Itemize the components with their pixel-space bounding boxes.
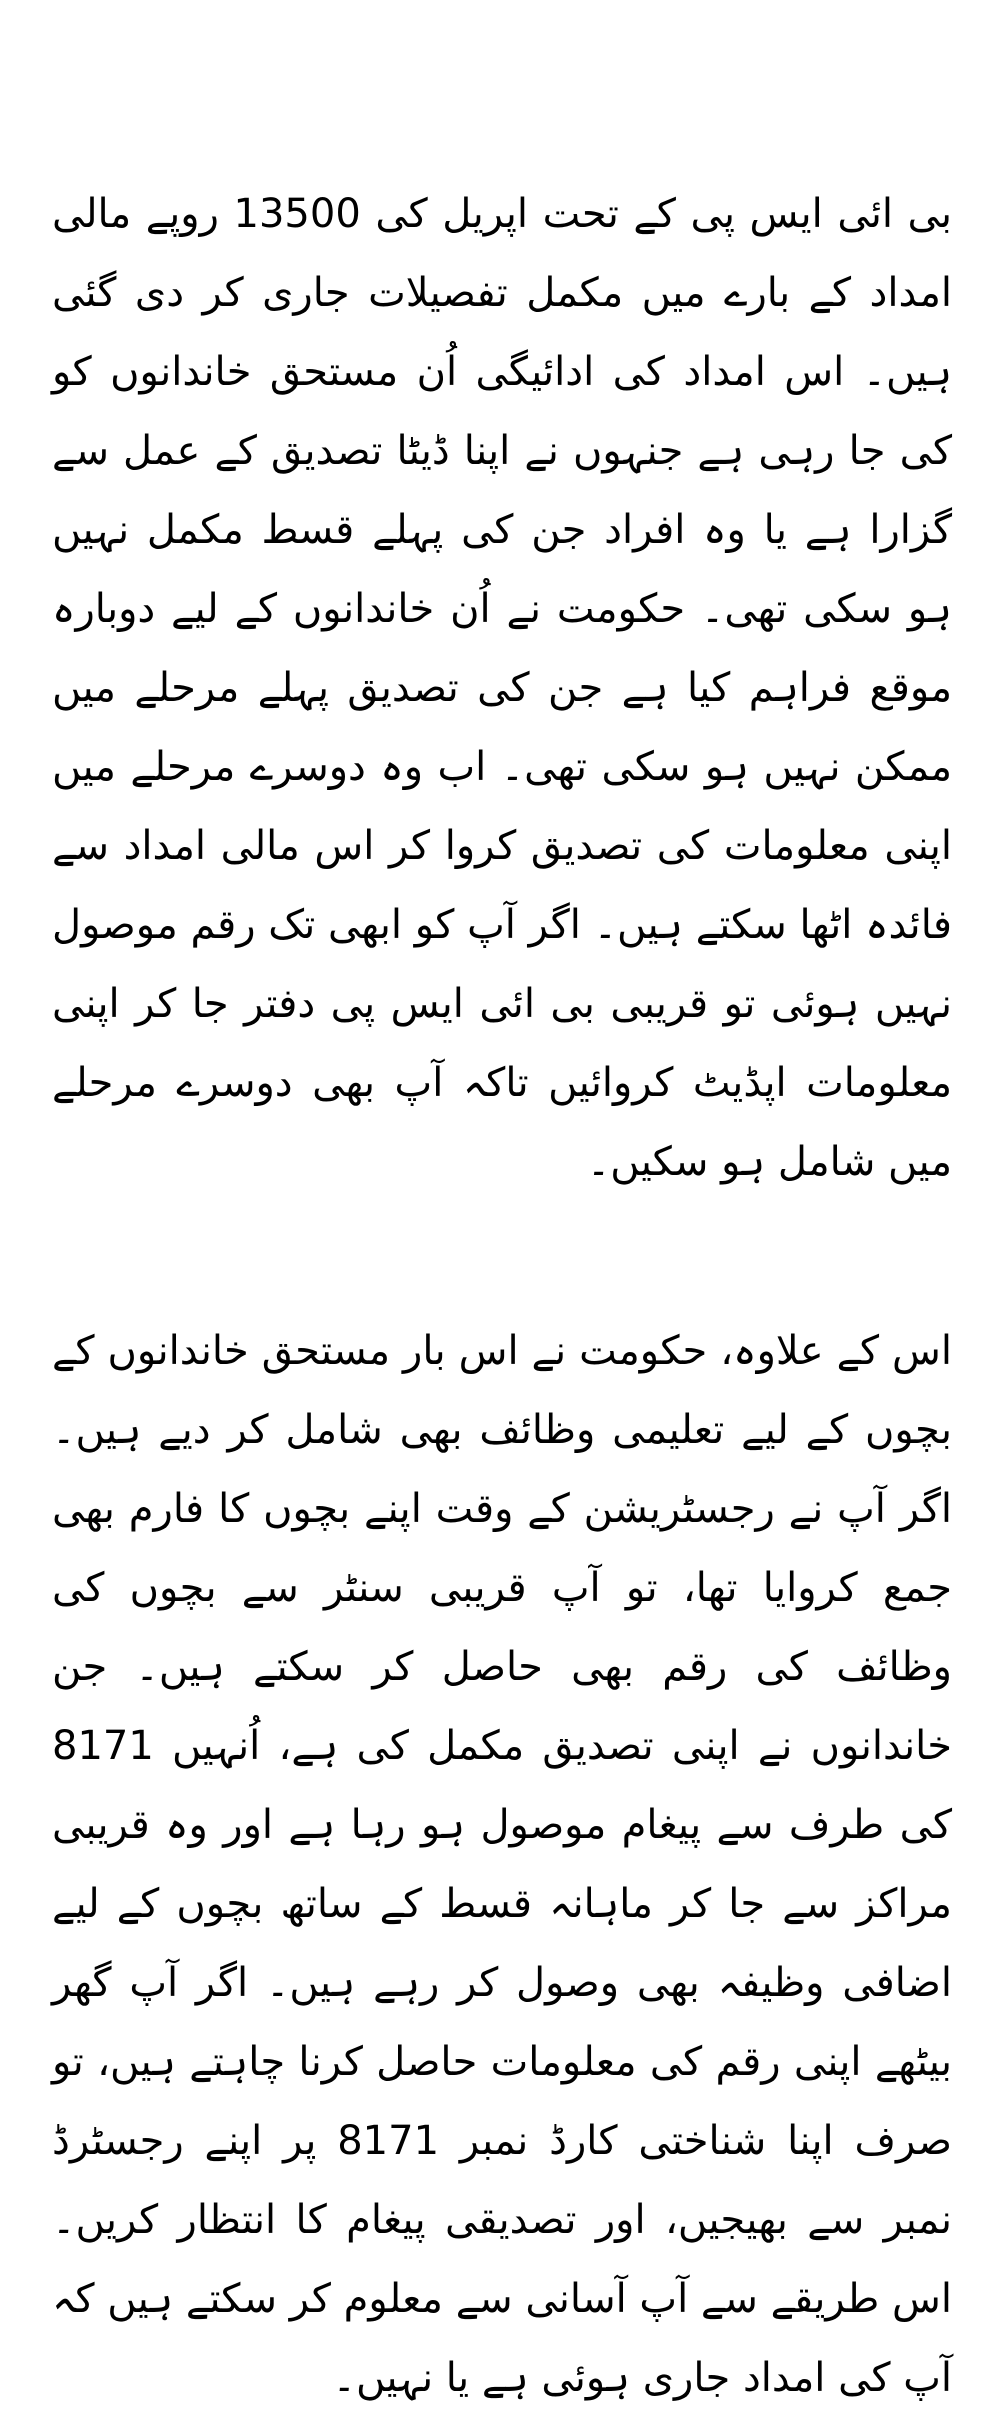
article-body	[52, 175, 952, 2418]
paragraph-april-payment: بی ائی ایس پی کے تحت اپریل کی 13500 روپے مالی امداد کے بارے میں مکمل تفصیلات جاری کر دی گئی ہیں۔ اس امداد کی ادائیگی اُن مستحق خاندانوں کو کی جا رہی ہے جنہوں نے اپنا ڈیٹا تصدیق کے عمل سے گزارا ہے یا وہ افراد جن کی پہلے قسط مکمل نہیں ہو سکی تھی۔ حکومت نے اُن خاندانوں کے لیے دوبارہ موقع فراہم کیا ہے جن کی تصدیق پہلے مرحلے میں ممکن نہیں ہو سکی تھی۔ اب وہ دوسرے مرحلے میں اپنی معلومات کی تصدیق کروا کر اس مالی امداد سے فائدہ اٹھا سکتے ہیں۔ اگر آپ کو ابھی تک رقم موصول نہیں ہوئی تو قریبی بی ائی ایس پی دفتر جا کر اپنی معلومات اپڈیٹ کروائیں تاکہ آپ بھی دوسرے مرحلے میں شامل ہو سکیں۔	[52, 191, 953, 1185]
paragraph-education-stipend: اس کے علاوہ، حکومت نے اس بار مستحق خاندانوں کے بچوں کے لیے تعلیمی وظائف بھی شامل کر دیے ہیں۔ اگر آپ نے رجسٹریشن کے وقت اپنے بچوں کا فارم بھی جمع کروایا تھا، تو آپ قریبی سنٹر سے بچوں کی وظائف کی رقم بھی حاصل کر سکتے ہیں۔ جن خاندانوں نے اپنی تصدیق مکمل کی ہے، اُنہیں 8171 کی طرف سے پیغام موصول ہو رہا ہے اور وہ قریبی مراکز سے جا کر ماہانہ قسط کے ساتھ بچوں کے لیے اضافی وظیفہ بھی وصول کر رہے ہیں۔ اگر آپ گھر بیٹھے اپنی رقم کی معلومات حاصل کرنا چاہتے ہیں، تو صرف اپنا شناختی کارڈ نمبر 8171 پر اپنے رجسٹرڈ نمبر سے بھیجیں، اور تصدیقی پیغام کا انتظار کریں۔ اس طریقے سے آپ آسانی سے معلوم کر سکتے ہیں کہ آپ کی امداد جاری ہوئی ہے یا نہیں۔	[52, 1328, 953, 2401]
